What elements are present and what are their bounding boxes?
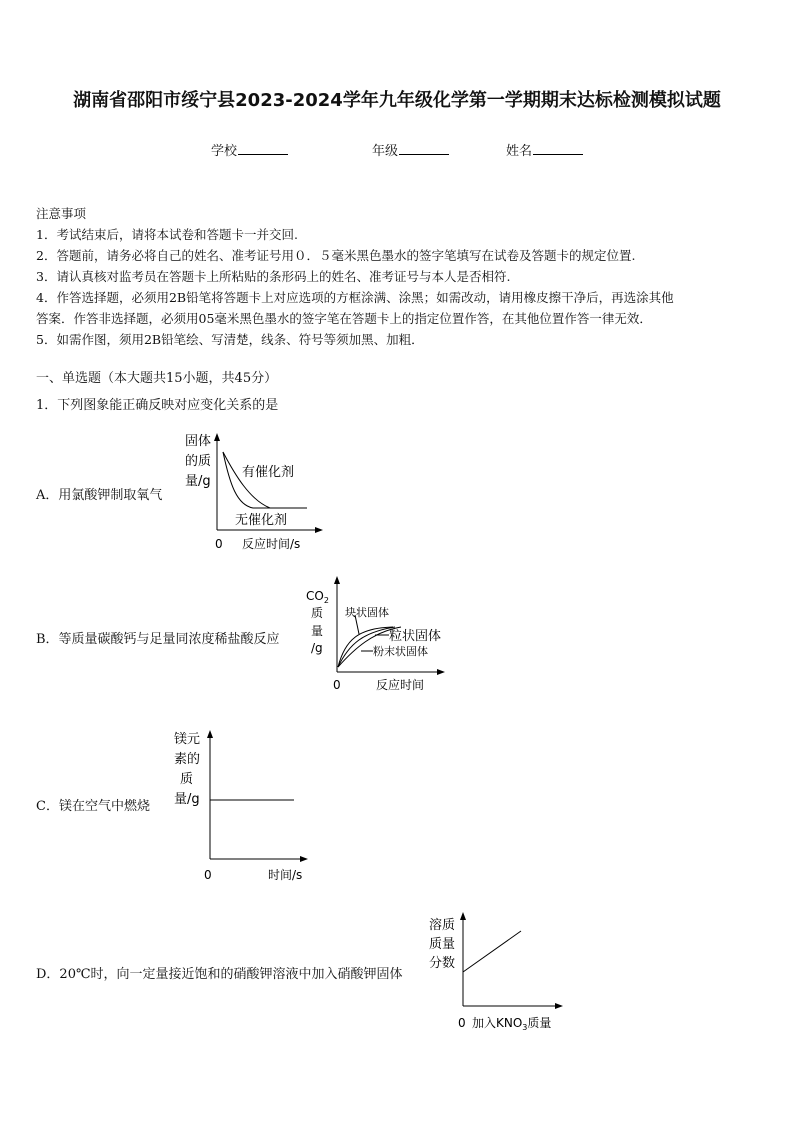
school-blank[interactable]	[238, 142, 288, 155]
option-c-text: C．镁在空气中燃烧	[36, 799, 150, 814]
graph-b-curve1-label: 块状固体	[345, 606, 389, 619]
question-1-stem: 1．下列图象能正确反映对应变化关系的是	[36, 398, 279, 413]
note-item: 5．如需作图，须用2B铅笔绘、写清楚，线条、符号等须加黑、加粗．	[36, 332, 424, 347]
graph-a-xlabel: 反应时间/s	[242, 537, 301, 551]
school-field[interactable]	[211, 140, 288, 159]
option-d-text: D．20℃时，向一定量接近饱和的硝酸钾溶液中加入硝酸钾固体	[36, 967, 403, 982]
graph-c-xlabel: 时间/s	[268, 868, 303, 882]
option-a-text: A．用氯酸钾制取氧气	[36, 488, 163, 503]
graph-b-origin: 0	[333, 678, 341, 692]
school-label: 学校	[211, 144, 238, 159]
notes-block	[36, 203, 766, 350]
graph-c-ylabel: 量/g	[174, 792, 200, 807]
note-item: 3．请认真核对监考员在答题卡上所粘贴的条形码上的姓名、准考证号与本人是否相符.	[36, 269, 511, 284]
option-a-graph	[175, 430, 325, 555]
graph-d-rising-line	[463, 931, 521, 972]
note-item: 1．考试结束后，请将本试卷和答题卡一并交回.	[36, 227, 298, 242]
graph-a-origin: 0	[215, 537, 223, 551]
graph-d-xlabel-sub: 3	[522, 1023, 528, 1032]
name-field[interactable]	[506, 140, 583, 159]
graph-b-x-arrow	[437, 669, 445, 675]
graph-a-y-arrow	[214, 433, 220, 441]
name-blank[interactable]	[533, 142, 583, 155]
note-item: 答案．作答非选择题，必须用05毫米黑色墨水的签字笔在答题卡上的指定位置作答，在其他位置作答一律无效．	[36, 311, 652, 326]
graph-b-ylabel-co-main: CO	[306, 589, 324, 603]
grade-blank[interactable]	[399, 142, 449, 155]
graph-a-ylabel: 固体	[185, 434, 212, 449]
graph-d-xlabel-suffix: 质量	[527, 1016, 552, 1030]
graph-b-curve2-label: 粒状固体	[389, 629, 442, 644]
page-title: 湖南省邵阳市绥宁县2023-2024学年九年级化学第一学期期末达标检测模拟试题	[73, 90, 721, 111]
graph-d-origin: 0	[458, 1016, 466, 1030]
graph-c-ylabel: 质	[180, 772, 194, 787]
graph-d-xlabel-prefix: 加入KNO	[472, 1016, 523, 1030]
section-heading: 一、单选题（本大题共15小题，共45分）	[36, 371, 278, 386]
graph-a-curve-catalyst	[223, 452, 307, 508]
graph-a-curve2-label: 无催化剂	[235, 513, 288, 528]
graph-c-ylabel: 素的	[174, 752, 201, 767]
option-b-graph	[303, 572, 463, 697]
graph-a-x-arrow	[315, 527, 323, 533]
name-label: 姓名	[506, 144, 533, 159]
grade-label: 年级	[372, 144, 399, 159]
graph-b-ylabel: 量	[311, 624, 324, 638]
graph-d-ylabel: 分数	[429, 956, 456, 971]
graph-a-ylabel: 的质	[185, 454, 212, 469]
graph-c-y-arrow	[207, 730, 213, 738]
graph-b-ylabel-co	[306, 589, 329, 605]
graph-c-origin: 0	[204, 868, 212, 882]
graph-b-ylabel: /g	[311, 641, 323, 655]
notes-heading: 注意事项	[36, 206, 87, 221]
graph-d-xlabel	[472, 1015, 551, 1032]
graph-d-ylabel: 质量	[429, 937, 456, 952]
graph-b-ylabel-co-sub: 2	[323, 596, 329, 605]
grade-field[interactable]	[372, 140, 449, 159]
graph-b-y-arrow	[334, 576, 340, 584]
option-d-graph	[425, 908, 575, 1033]
graph-a-curve1-label: 有催化剂	[242, 465, 295, 480]
graph-c-x-arrow	[300, 856, 308, 862]
graph-b-xlabel: 反应时间	[376, 678, 425, 692]
graph-c-ylabel: 镁元	[174, 732, 201, 747]
option-c-graph	[170, 725, 320, 885]
note-item: 4．作答选择题，必须用2B铅笔将答题卡上对应选项的方框涂满、涂黑；如需改动，请用橡皮擦干净后，再选涂其他	[36, 290, 674, 305]
graph-d-y-arrow	[460, 912, 466, 920]
graph-a-curve-no-catalyst	[223, 452, 307, 508]
graph-b-curve3-label: 粉末状固体	[373, 645, 428, 658]
graph-d-ylabel: 溶质	[429, 918, 456, 933]
graph-d-x-arrow	[555, 1003, 563, 1009]
graph-a-ylabel: 量/g	[185, 474, 211, 489]
note-item: 2．答题前，请务必将自己的姓名、准考证号用０．５毫米黑色墨水的签字笔填写在试卷及答题卡的规定位置.	[36, 248, 636, 263]
option-b-text: B．等质量碳酸钙与足量同浓度稀盐酸反应	[36, 632, 280, 647]
graph-b-ylabel: 质	[311, 606, 324, 620]
